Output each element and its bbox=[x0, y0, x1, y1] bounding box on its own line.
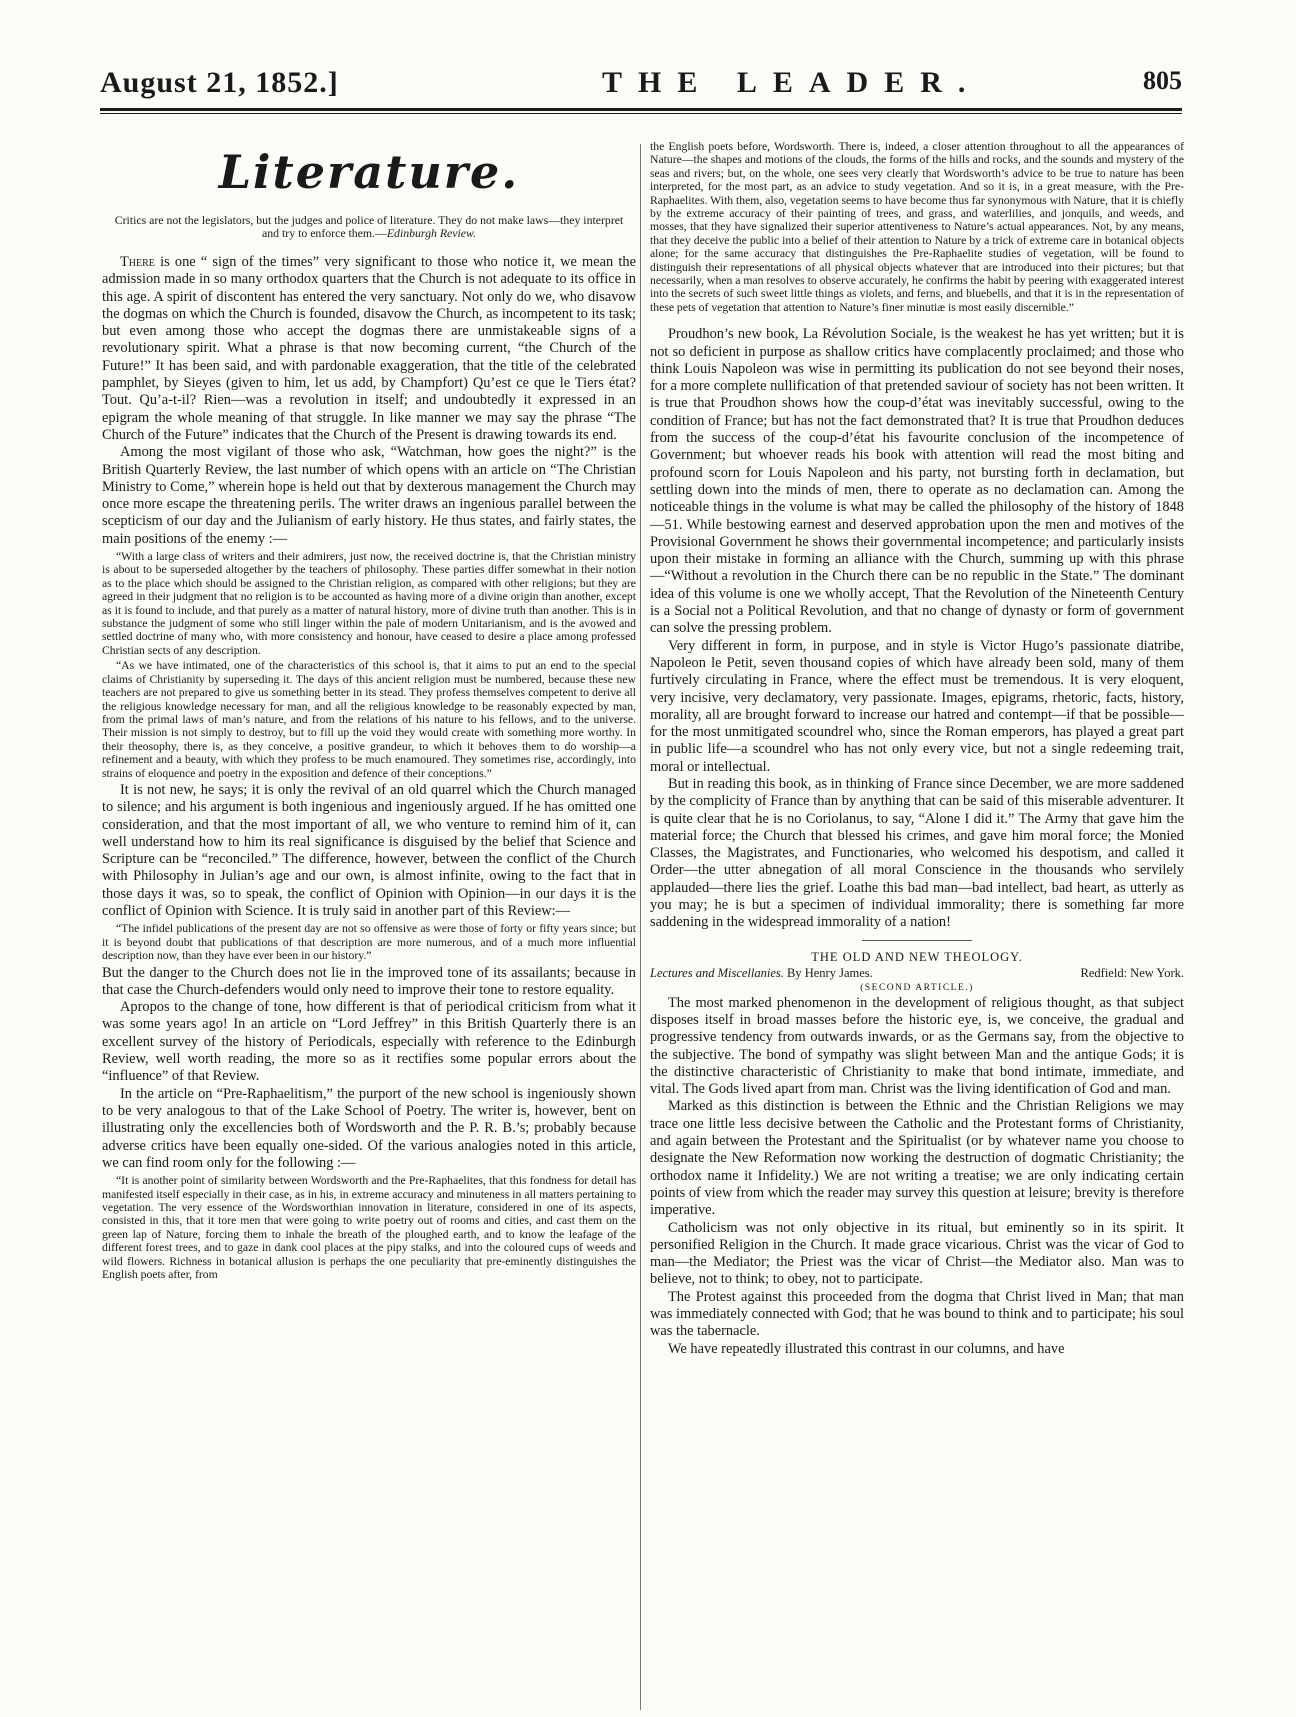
article-paragraph: But the danger to the Church does not lie in the improved tone of its assailants; because in that case the Church-defenders would only need to improve their tone to restore equality. bbox=[102, 964, 636, 998]
newspaper-title: THE LEADER. bbox=[602, 66, 982, 99]
right-column bbox=[650, 140, 1184, 1358]
running-header bbox=[100, 66, 1182, 106]
paragraph-text: is one “ sign of the times” very significant to those who notice it, we mean the admission made in so many orthodox quarters that the Church is not adequate to its office in this age. A spirit of discontent has entered the very sanctuary. Not only do we, who disavow the dogmas on which the Church is founded, disavow the Church, as incompetent to its task; but even among those who accept the dogmas there are unmistakeable signs of a revolutionary spirit. What a phrase is that now becoming current, “the Church of the Future!” It has been said, and with pardonable exaggeration, that the title of the celebrated pamphlet, by Sieyes (given to him, let us add, by Champfort) Qu’est ce que le Tiers état? Tout. Qu’a-t-il? Rien—was a revolution in itself; and undoubtedly it expressed in an epigram the whole meaning of that struggle. In like manner we may say the phrase “The Church of the Future” indicates that the Church of the Present is drawing towards its end. bbox=[102, 254, 636, 443]
book-reference bbox=[650, 965, 1184, 981]
article-paragraph bbox=[102, 254, 636, 444]
article-paragraph: Catholicism was not only objective in its ritual, but eminently so in its spirit. It personified Religion in the Church. It made grace vicarious. Christ was the vicar of God to man—the Mediator; the Priest was the vicar of Christ—the Mediator also. Man was to believe, not to think; to obey, not to participate. bbox=[650, 1219, 1184, 1288]
article-paragraph: In the article on “Pre-Raphaelitism,” the purport of the new school is ingeniously shown to be very analogous to that of the Lake School of Poetry. The writer is, however, bent on illustrating only the excellencies both of Wordsworth and the P. R. B.’s; probably because adverse critics have been equally one-sided. Of the various analogies noted in this article, we can find room only for the following :— bbox=[102, 1085, 636, 1171]
book-publisher: Redfield: New York. bbox=[1080, 965, 1184, 980]
column-divider bbox=[640, 144, 641, 1710]
article-paragraph: The most marked phenomenon in the development of religious thought, as that subject disposes itself in broad masses before the historic eye, is, we conceive, the gradual and progressive tendency from outwards inwards, or as the Germans say, from the objective to the subjective. The bond of sympathy was slight between Man and the antique Gods; it is the distinctive characteristic of Christianity to make that bond intimate, immediate, and vital. The Gods lived apart from man. Christ was the living identification of God and man. bbox=[650, 994, 1184, 1098]
article-paragraph: The Protest against this proceeded from the dogma that Christ lived in Man; that man was immediately connected with God; that he was bound to think and to participate; his soul was the tabernacle. bbox=[650, 1288, 1184, 1340]
quotation: “As we have intimated, one of the characteristics of this school is, that it aims to put an end to the special claims of Christianity by superseding it. The days of this ancient religion must be numbered, because these new teachers are not prepared to give us something better in its stead. They profess themselves competent to derive all the religious knowledge necessary for man, and all the religious knowledge to be reasonably expected by man, from the primal laws of man’s nature, and from the relations of his nature to his fellows, and to the universe. Their mission is not simply to destroy, but to fill up the void they would create with something more worthy. In their theosophy, there is, as they conceive, a positive grandeur, to which it behoves them to do worship—a refinement and a beauty, with which they profess to be much enamoured. They sometimes rise, accordingly, into strains of eloquence and poetry in the exposition and defence of their conceptions.” bbox=[102, 659, 636, 780]
header-rule-thin bbox=[100, 113, 1182, 114]
section-rule bbox=[862, 940, 972, 941]
quotation: “With a large class of writers and their admirers, just now, the received doctrine is, that the Christian ministry is about to be superseded altogether by the teachers of philosophy. These parties differ somewhat in their notion as to the place which should be assigned to the Christian religion, as compared with other religions; but they are agreed in their judgment that no religion is to be accounted as having more of a divine origin than another, except as it is found to include, and that purely as a matter of natural history, more of divine truth than another. This is in substance the judgment of some who still linger within the pale of modern Unitarianism, and is the avowed and settled doctrine of many who, with more consistency and honour, have ceased to desire a place among professed Christian sects of any description. bbox=[102, 550, 636, 657]
motto-text: Critics are not the legislators, but the judges and police of literature. They do not make laws—they interpret and try to enforce them.— bbox=[114, 213, 624, 240]
article-subtitle: (SECOND ARTICLE.) bbox=[860, 982, 974, 993]
motto-source: Edinburgh Review. bbox=[386, 226, 476, 240]
quotation: “It is another point of similarity between Wordsworth and the Pre-Raphaelites, that this fondness for detail has manifested itself especially in their case, as in his, in extreme accuracy and minuteness in all matters pertaining to vegetation. The very essence of the Wordsworthian innovation in literature, considered in one of its aspects, consisted in this, that it tore men that were going to write poetry out of rooms and cities, and cast them on the green lap of Nature, forcing them to inhale the breath of the ploughed earth, and to know the leafage of the different forest trees, and to gaze in dank cool places at the pipy stalks, and into the coloured cups of weeds and wild flowers. Richness in botanical allusion is perhaps the one peculiarity that pre-eminently distinguishes the English poets after, from bbox=[102, 1174, 636, 1281]
quotation-continued: the English poets before, Wordsworth. There is, indeed, a closer attention throughout to all the appearances of Nature—the shapes and motions of the clouds, the forms of the hills and rocks, and the sounds and mystery of the seas and rivers; but, on the whole, one sees very clearly that Wordsworth’s advice to be true to nature has been interpreted, for the most part, as an advice to study vegetation. And so it is, in a great measure, with the Pre-Raphaelites. With them, also, vegetation seems to have become thus far synonymous with Nature, that it is chiefly by the extreme accuracy of their painting of trees, and grass, and waterlilies, and jonquils, and weeds, and mosses, that they have signalized their superior attentiveness to Nature’s actual appearances. Not, by any means, that they deceive the public into a belief of their attention to Nature by a trick of extreme care in botanical objects alone; for the same accuracy that distinguishes the Pre-Raphaelite studies of vegetation, will be found to distinguish their representations of all physical objects whatever that are introduced into their pictures; but that necessarily, when a man resolves to observe accurately, he confirms the habit by peering with exaggerated interest into the secrets of such sweet little things as violets, and ferns, and bluebells, and that it is in the representation of these pets of vegetation that attention to Nature’s finer minutiæ is most easily discernible.” bbox=[650, 140, 1184, 314]
article-paragraph: It is not new, he says; it is only the revival of an old quarrel which the Church managed to silence; and his argument is both ingenious and ingeniously argued. If he has omitted one consideration, and that the most important of all, we who venture to remind him of it, can well understand how to him its real significance is disguised by the belief that Science and Scripture can be “reconciled.” The difference, however, between the conflict of the Church with Philosophy in Julian’s age and our own, is almost infinite, owing to the fact that in those days it was, so to speak, the conflict of Opinion with Opinion—in our days it is the conflict of Opinion with Science. It is truly said in another part of this Review:— bbox=[102, 781, 636, 920]
book-title: Lectures and Miscellanies. bbox=[650, 965, 784, 980]
quotation: “The infidel publications of the present day are not so offensive as were those of forty or fifty years since; but it is beyond doubt that publications of that description are more numerous, and of a much more influential description now, than they have ever been in our history.” bbox=[102, 922, 636, 963]
article-paragraph: But in reading this book, as in thinking of France since December, we are more saddened by the complicity of France than by anything that can be said of this miserable adventurer. It is quite clear that he is no Coriolanus, to say, “Alone I did it.” The Army that gave him the material force; the Church that blessed his crimes, and gave him moral force; the Monied Classes, the Magistrates, and Functionaries, who welcomed his despotism, and called it Order—the utter abnegation of all moral Conscience in the thousands who servilely applauded—there lies the grief. Loathe this bad man—bad intellect, bad heart, as utterly as you may; he is but a specimen of individual immorality; there is something far more saddening in the widespread immorality of a nation! bbox=[650, 776, 1184, 931]
article-paragraph: Proudhon’s new book, La Révolution Sociale, is the weakest he has yet written; but it is not so deficient in purpose as shallow critics have complacently proclaimed; and those who think Louis Napoleon was wise in permitting its publication do not see beyond their noses, for a more complete nullification of that pretended saviour of society has not been written. It is true that Proudhon shows how the coup-d’état was inevitably successful, owing to the condition of France; but has not the fact demonstrated that? It is true that Proudhon deduces from the success of the coup-d’état his favourite conclusion of the incompetence of Government; but whoever reads his book with attention will read the most biting and profound scorn for Louis Napoleon and his party, not bursting forth in declamation, but settling down into the minds of men, there to operate as no declamation can. Among the noticeable things in the volume is what may be called the philosophy of the history of 1848—51. While bestowing earnest and deserved approbation upon the men and motives of the Provisional Government he shows their governmental incompetence; and particularly insists upon their mistake in forming an alliance with the Church, summing up with this phrase—“Without a revolution in the Church there can be no republic in the State.” The dominant idea of this volume is one we wholly accept, That the Revolution of the Nineteenth Century is a Social not a Political Revolution, and that no change of dynasty or form of government can solve the pressing problem. bbox=[650, 326, 1184, 637]
article-paragraph: We have repeatedly illustrated this contrast in our columns, and have bbox=[668, 1340, 1065, 1357]
page-number: 805 bbox=[1143, 66, 1182, 95]
article-paragraph: Very different in form, in purpose, and in style is Victor Hugo’s passionate diatribe, Napoleon le Petit, seven thousand copies of which have already been sold, many of them furtively circulating in France, where the effect must be tremendous. It is very eloquent, very incisive, very declamatory, very passionate. Images, epigrams, rhetoric, facts, history, morality, all are brought forward to increase our hatred and contempt—if that be possible—for the most unmitigated scoundrel who, since the Roman emperors, has played a great part in public life—a scoundrel who has not only every vice, but not a single redeeming trait, moral or intellectual. bbox=[650, 637, 1184, 775]
book-author: By Henry James. bbox=[787, 965, 873, 980]
article-paragraph: Apropos to the change of tone, how different is that of periodical criticism from what it was some years ago! In an article on “Lord Jeffrey” in this British Quarterly there is an excellent survey of the history of Periodicals, especially with reference to the Edinburgh Review, well worth reading, the more so as it rectifies some popular errors about the “influence” of that Review. bbox=[102, 999, 636, 1085]
article-paragraph: Marked as this distinction is between the Ethnic and the Christian Religions we may trace one little less decisive between the Catholic and the Protestant forms of Christianity, and again between the Protestant and the Spiritualist (or by whatever name you choose to designate the New Reformation now working the destruction of dogmatic Christianity; the orthodox name it Infidelity.) We are not writing a treatise; we are only indicating certain points of view from which the reader may survey this question at leisure; brevity is therefore imperative. bbox=[650, 1098, 1184, 1219]
section-title: THE OLD AND NEW THEOLOGY. bbox=[811, 949, 1023, 964]
left-column bbox=[102, 140, 636, 1283]
drop-word: There bbox=[120, 254, 155, 270]
issue-date: August 21, 1852.] bbox=[100, 66, 339, 99]
article-paragraph: Among the most vigilant of those who ask, “Watchman, how goes the night?” is the British Quarterly Review, the last number of which opens with an article on “The Christian Ministry to Come,” wherein hope is held out that by dexterous management the Church may once more escape the threatening perils. The writer draws an ingenious parallel between the scepticism of our day and the Julianism of early history. He thus states, and fairly states, the main positions of the enemy :— bbox=[102, 444, 636, 547]
section-masthead: Literature. bbox=[218, 145, 520, 199]
header-rule-thick bbox=[100, 108, 1182, 111]
motto bbox=[108, 214, 630, 240]
